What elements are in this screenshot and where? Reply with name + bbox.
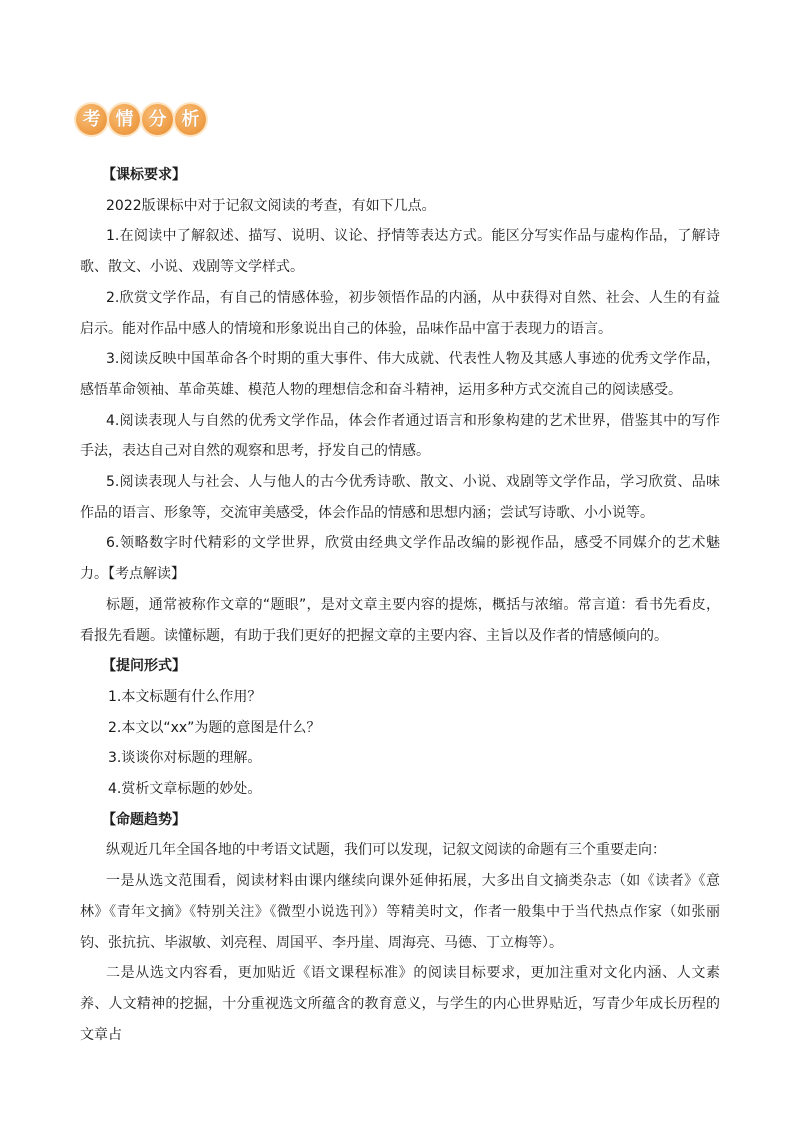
paragraph: 5.阅读表现人与社会、人与他人的古今优秀诗歌、散文、小说、戏剧等文学作品，学习欣赏、品味作品的语言、形象等，交流审美感受，体会作品的情感和思想内涵；尝试写诗歌、小小说等。 xyxy=(80,474,720,521)
section-badge xyxy=(76,104,206,135)
section-heading: 【命题趋势】 xyxy=(102,811,186,828)
paragraph: 纵观近几年全国各地的中考语文试题，我们可以发现，记叙文阅读的命题有三个重要走向： xyxy=(106,842,666,859)
badge-char: 考 xyxy=(76,104,107,135)
paragraph: 一是从选文范围看，阅读材料由课内继续向课外延伸拓展，大多出自文摘类杂志（如《读者》《意林》《青年文摘》《特别关注》《微型小说选刊》）等精美时文，作者一般集中于当代热点作家（如张丽钧、张抗抗、毕淑敏、刘亮程、周国平、李丹崖、周海亮、马德、丁立梅等）。 xyxy=(80,873,720,951)
badge-char: 析 xyxy=(175,104,206,135)
paragraph: 3.阅读反映中国革命各个时期的重大事件、伟大成就、代表性人物及其感人事迹的优秀文学作品，感悟革命领袖、革命英雄、模范人物的理想信念和奋斗精神，运用多种方式交流自己的阅读感受。 xyxy=(80,351,720,398)
paragraph: 4.阅读表现人与自然的优秀文学作品，体会作者通过语言和形象构建的艺术世界，借鉴其中的写作手法，表达自己对自然的观察和思考，抒发自己的情感。 xyxy=(80,412,720,460)
paragraph: 2.欣赏文学作品，有自己的情感体验，初步领悟作品的内涵，从中获得对自然、社会、人生的有益启示。能对作品中感人的情境和形象说出自己的体验，品味作品中富于表现力的语言。 xyxy=(80,289,720,337)
paragraph: 标题，通常被称作文章的“题眼”，是对文章主要内容的提炼，概括与浓缩。常言道：看书先看皮，看报先看题。读懂标题，有助于我们更好的把握文章的主要内容、主旨以及作者的情感倾向的。 xyxy=(80,596,720,644)
section-heading: 【提问形式】 xyxy=(102,658,186,675)
badge-char: 分 xyxy=(142,104,173,135)
list-item: 3.谈谈你对标题的理解。 xyxy=(108,750,262,767)
document-body xyxy=(80,160,720,1050)
paragraph: 2022版课标中对于记叙文阅读的考查，有如下几点。 xyxy=(106,197,436,214)
paragraph: 1.在阅读中了解叙述、描写、说明、议论、抒情等表达方式。能区分写实作品与虚构作品，了解诗歌、散文、小说、戏剧等文学样式。 xyxy=(80,228,720,276)
section-heading: 【课标要求】 xyxy=(102,167,186,183)
paragraph: 6.领略数字时代精彩的文学世界，欣赏由经典文学作品改编的影视作品，感受不同媒介的艺术魅力。【考点解读】 xyxy=(80,535,720,583)
list-item: 4.赏析文章标题的妙处。 xyxy=(108,781,262,798)
list-item: 2.本文以“xx”为题的意图是什么？ xyxy=(108,719,321,736)
paragraph: 二是从选文内容看，更加贴近《语文课程标准》的阅读目标要求，更加注重对文化内涵、人文素养、人文精神的挖掘，十分重视选文所蕴含的教育意义，与学生的内心世界贴近，写青少年成长历程的文章占 xyxy=(80,965,720,1043)
badge-char: 情 xyxy=(109,104,140,135)
list-item: 1.本文标题有什么作用？ xyxy=(108,688,262,705)
